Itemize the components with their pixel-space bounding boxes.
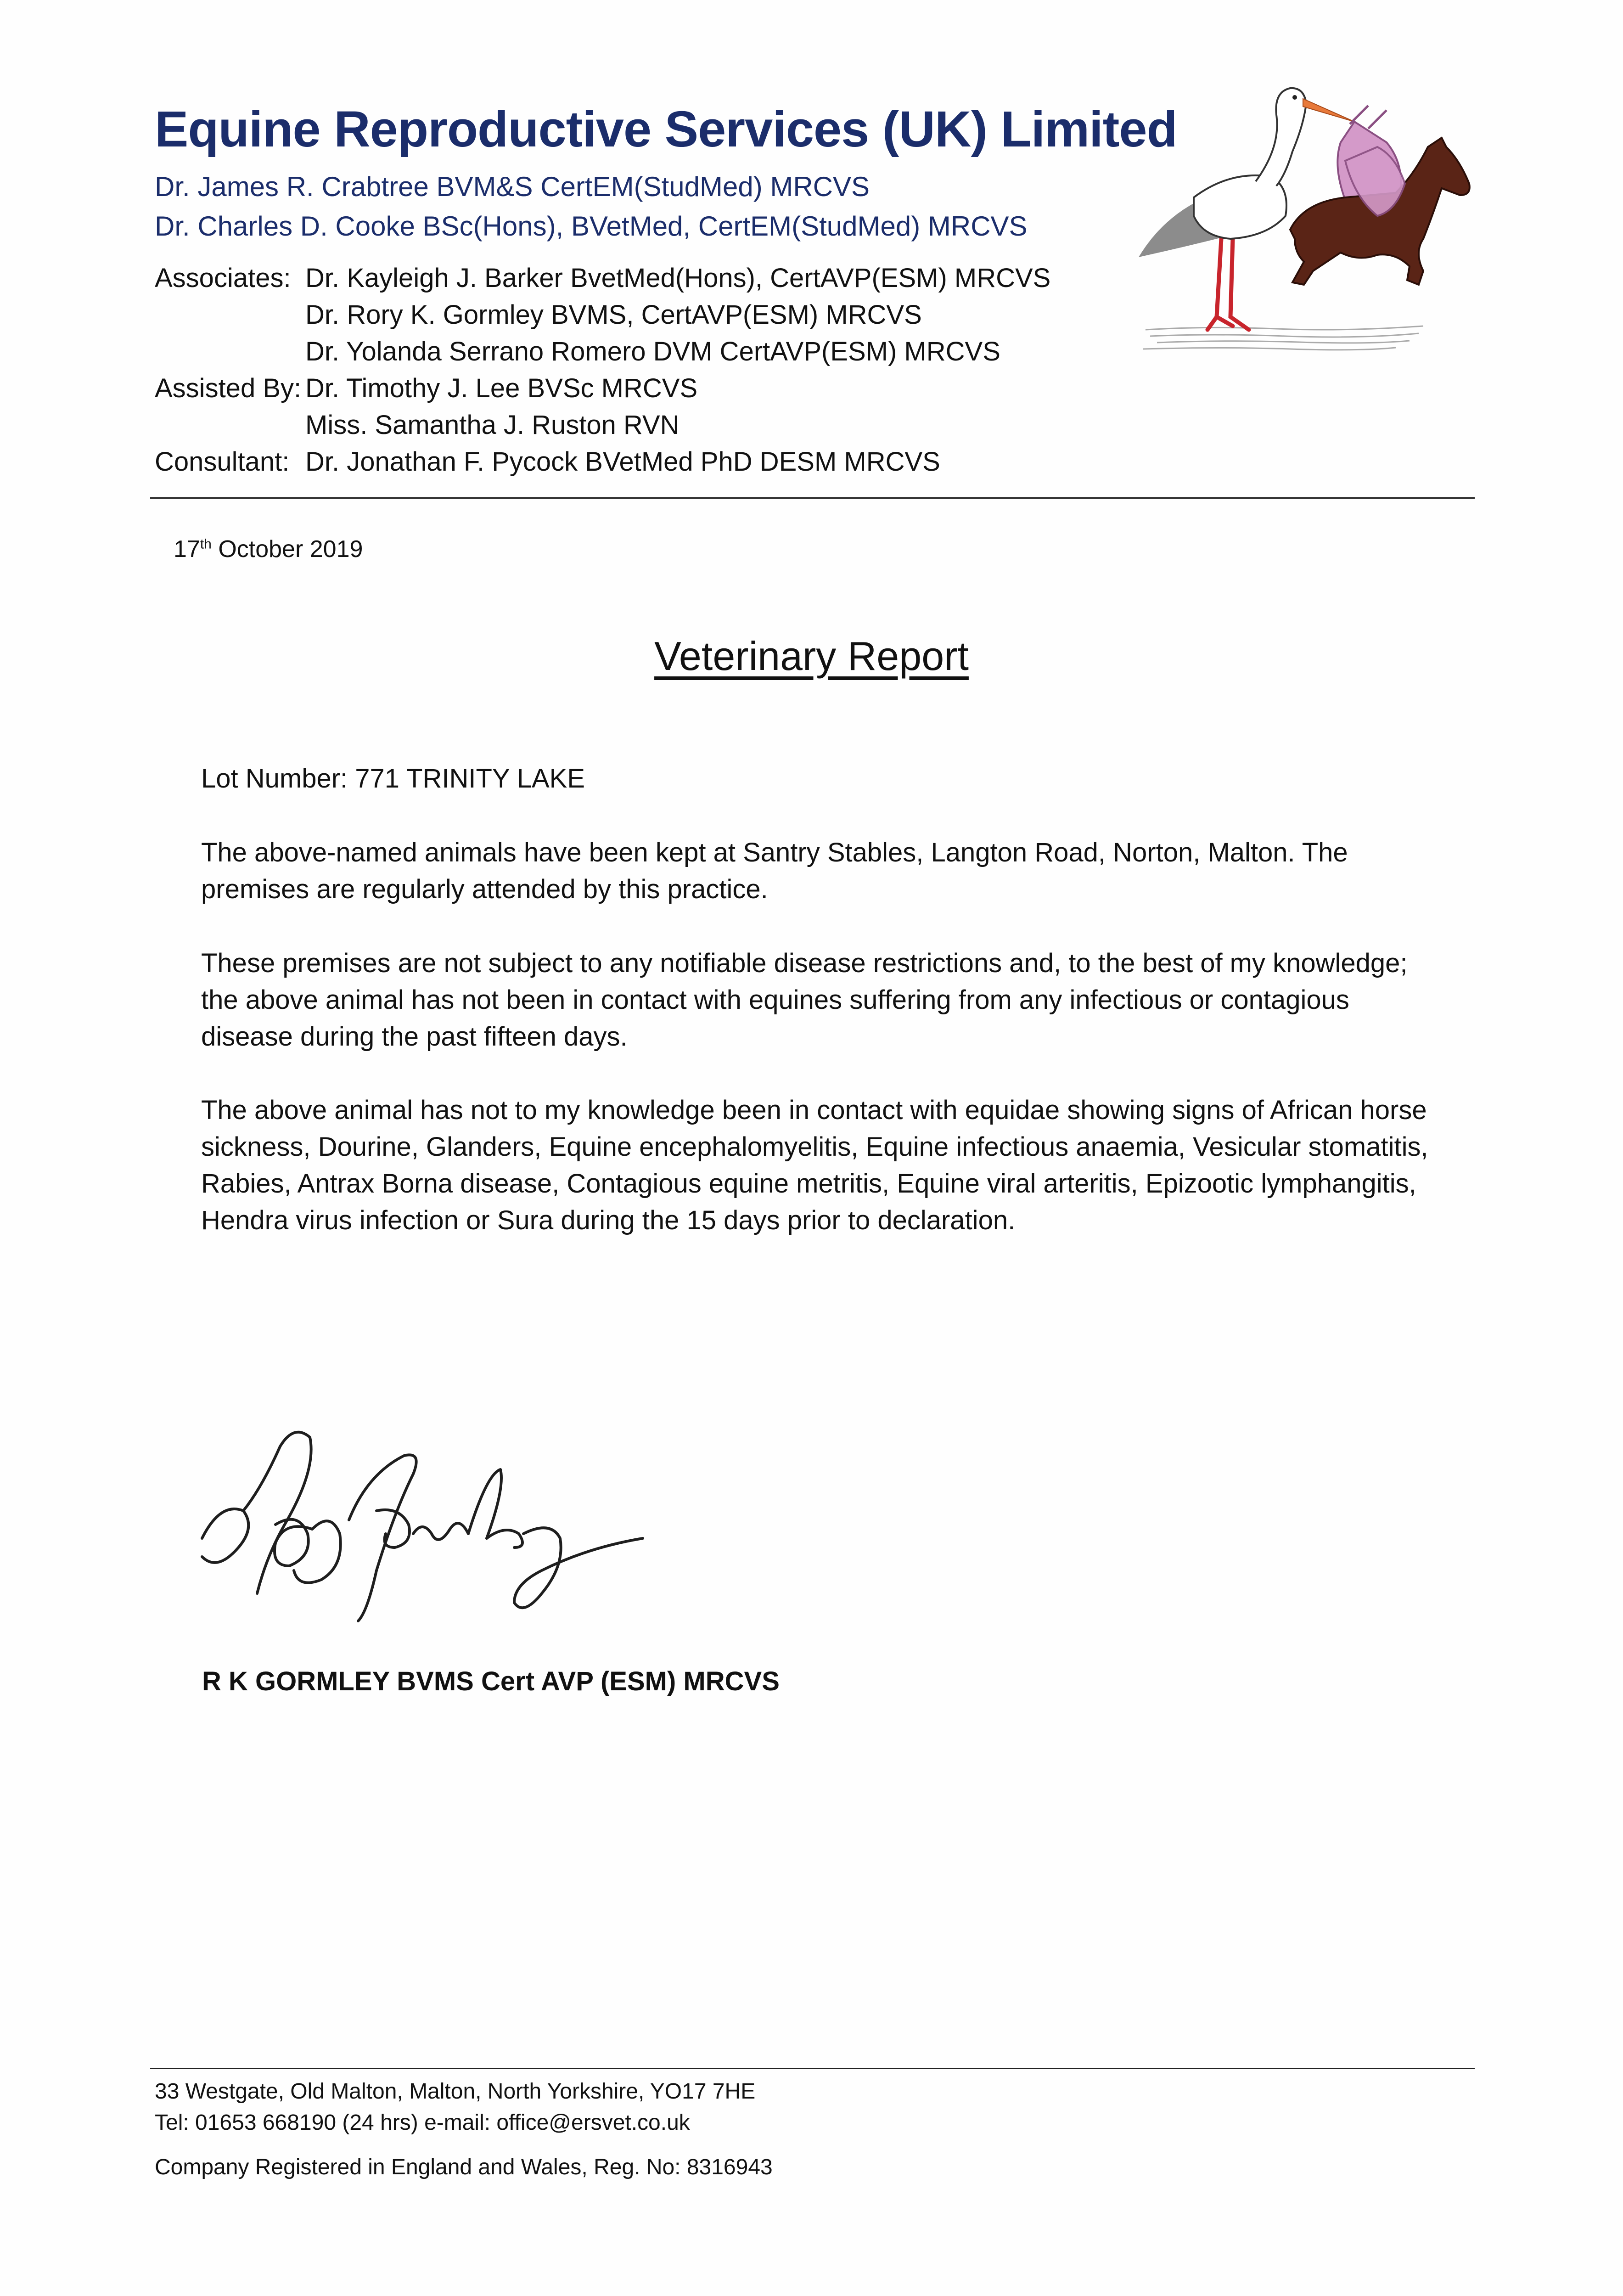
assisted-by-label: Assisted By: <box>155 373 302 403</box>
paragraph-diseases: The above animal has not to my knowledge been in contact with equidae showing signs of African horse sickness, Dourine, Glanders, Equine encephalomyelitis, Equine infectious anaemia, Vesicular stomatitis, Rabies, Antrax Borna disease, Contagious equine metritis, Equine viral arteritis, Epizootic lymphangitis, Hendra virus infection or Sura during the 15 days prior to declaration. <box>201 1095 1428 1235</box>
consultant-name: Dr. Jonathan F. Pycock BVetMed PhD DESM MRCVS <box>305 447 940 477</box>
footer-address: 33 Westgate, Old Malton, Malton, North Yorkshire, YO17 7HE <box>155 2079 756 2104</box>
footer-contact: Tel: 01653 668190 (24 hrs) e-mail: office@ersvet.co.uk <box>155 2110 690 2135</box>
director-line-1: Dr. James R. Crabtree BVM&S CertEM(StudMed) MRCVS <box>155 171 870 202</box>
footer-divider <box>150 2068 1475 2069</box>
associate-2: Dr. Rory K. Gormley BVMS, CertAVP(ESM) MRCVS <box>305 300 922 330</box>
letter-date: 17th October 2019 <box>174 536 363 563</box>
assistant-1: Dr. Timothy J. Lee BVSc MRCVS <box>305 373 698 403</box>
associates-label: Associates: <box>155 263 291 293</box>
company-name: Equine Reproductive Services (UK) Limited <box>155 101 1177 158</box>
header-divider <box>150 497 1475 499</box>
paragraph-restrictions: These premises are not subject to any notifiable disease restrictions and, to the best of my knowledge; the above animal has not been in contact with equines suffering from any infectious or contagious disease during the past fifteen days. <box>201 948 1408 1052</box>
handwritten-signature <box>184 1419 661 1635</box>
lot-number: Lot Number: 771 TRINITY LAKE <box>201 764 585 793</box>
paragraph-premises: The above-named animals have been kept at Santry Stables, Langton Road, Norton, Malton. The premises are regularly attended by this practice. <box>201 838 1348 904</box>
assistant-2: Miss. Samantha J. Ruston RVN <box>305 410 680 440</box>
director-line-2: Dr. Charles D. Cooke BSc(Hons), BVetMed, CertEM(StudMed) MRCVS <box>155 211 1028 242</box>
associate-1: Dr. Kayleigh J. Barker BvetMed(Hons), CertAVP(ESM) MRCVS <box>305 263 1051 293</box>
stork-carrying-foal-logo <box>1139 78 1488 363</box>
associate-3: Dr. Yolanda Serrano Romero DVM CertAVP(ESM) MRCVS <box>305 337 1000 366</box>
report-title: Veterinary Report <box>654 633 969 679</box>
footer-registration: Company Registered in England and Wales, Reg. No: 8316943 <box>155 2155 773 2179</box>
signer-name: R K GORMLEY BVMS Cert AVP (ESM) MRCVS <box>202 1666 780 1696</box>
consultant-label: Consultant: <box>155 447 290 477</box>
